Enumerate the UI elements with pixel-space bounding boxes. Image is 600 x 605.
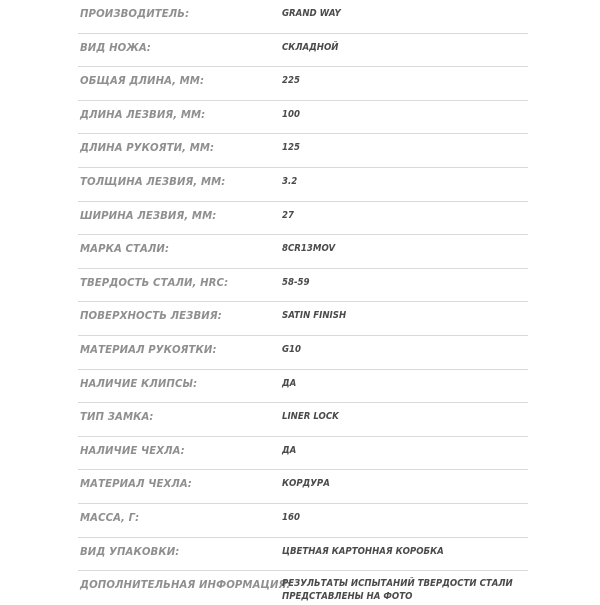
spec-row-blade-length [78, 101, 528, 135]
spec-value: ЦВЕТНАЯ КАРТОННАЯ КОРОБКА [282, 545, 444, 557]
spec-value: 58-59 [282, 276, 310, 288]
spec-label: ПРОИЗВОДИТЕЛЬ: [80, 7, 190, 20]
spec-value: GRAND WAY [282, 8, 341, 19]
spec-row-clip [78, 370, 528, 404]
spec-row-blade-width [78, 202, 528, 236]
spec-label: ПОВЕРХНОСТЬ ЛЕЗВИЯ: [80, 309, 222, 323]
spec-value: ДА [282, 377, 297, 389]
spec-label: МАТЕРИАЛ ЧЕХЛА: [80, 477, 192, 491]
spec-row-sheath [78, 437, 528, 471]
spec-row-handle-material [78, 336, 528, 370]
spec-value: 3.2 [282, 175, 298, 187]
spec-value: 8CR13MOV [282, 243, 336, 255]
spec-value: 160 [282, 511, 300, 523]
spec-label: ТВЕРДОСТЬ СТАЛИ, HRC: [80, 275, 229, 289]
spec-label: МАРКА СТАЛИ: [80, 242, 170, 256]
spec-label: МАССА, Г: [80, 510, 140, 524]
spec-row-lock-type [78, 403, 528, 437]
spec-row-blade-thickness [78, 168, 528, 202]
spec-label: ДЛИНА РУКОЯТИ, ММ: [80, 141, 215, 155]
spec-value: ДА [282, 444, 297, 456]
spec-value: LINER LOCK [282, 411, 339, 423]
spec-label: ДЛИНА ЛЕЗВИЯ, ММ: [80, 107, 206, 121]
spec-value: SATIN FINISH [282, 310, 347, 322]
spec-value: СКЛАДНОЙ [282, 41, 339, 53]
spec-row-weight [78, 504, 528, 538]
spec-value: КОРДУРА [282, 478, 330, 490]
spec-label: ВИД НОЖА: [80, 40, 151, 54]
spec-value: 225 [282, 75, 300, 87]
spec-row-knife-type [78, 34, 528, 68]
spec-value: РЕЗУЛЬТАТЫ ИСПЫТАНИЙ ТВЕРДОСТИ СТАЛИ ПРЕДСТАВЛЕНЫ НА ФОТО [282, 578, 513, 602]
spec-label: ВИД УПАКОВКИ: [80, 544, 180, 558]
spec-value: G10 [282, 343, 302, 355]
spec-row-packaging [78, 538, 528, 572]
spec-row-handle-length [78, 134, 528, 168]
spec-label: ТИП ЗАМКА: [80, 410, 154, 424]
spec-label: НАЛИЧИЕ ЧЕХЛА: [80, 443, 185, 457]
spec-label: ШИРИНА ЛЕЗВИЯ, ММ: [80, 208, 217, 222]
spec-value: 125 [282, 142, 300, 154]
spec-label: ОБЩАЯ ДЛИНА, ММ: [80, 74, 205, 88]
spec-row-steel-grade [78, 235, 528, 269]
spec-label: МАТЕРИАЛ РУКОЯТКИ: [80, 342, 217, 356]
spec-value: 27 [282, 209, 294, 221]
spec-value: 100 [282, 108, 300, 120]
spec-label: ДОПОЛНИТЕЛЬНАЯ ИНФОРМАЦИЯ: [80, 578, 291, 592]
spec-row-sheath-material [78, 470, 528, 504]
spec-label: НАЛИЧИЕ КЛИПСЫ: [80, 376, 198, 390]
spec-row-manufacturer [78, 0, 528, 34]
specifications-table [78, 0, 528, 605]
spec-row-blade-surface [78, 302, 528, 336]
spec-row-steel-hardness [78, 269, 528, 303]
spec-row-overall-length [78, 67, 528, 101]
spec-label: ТОЛЩИНА ЛЕЗВИЯ, ММ: [80, 174, 226, 188]
